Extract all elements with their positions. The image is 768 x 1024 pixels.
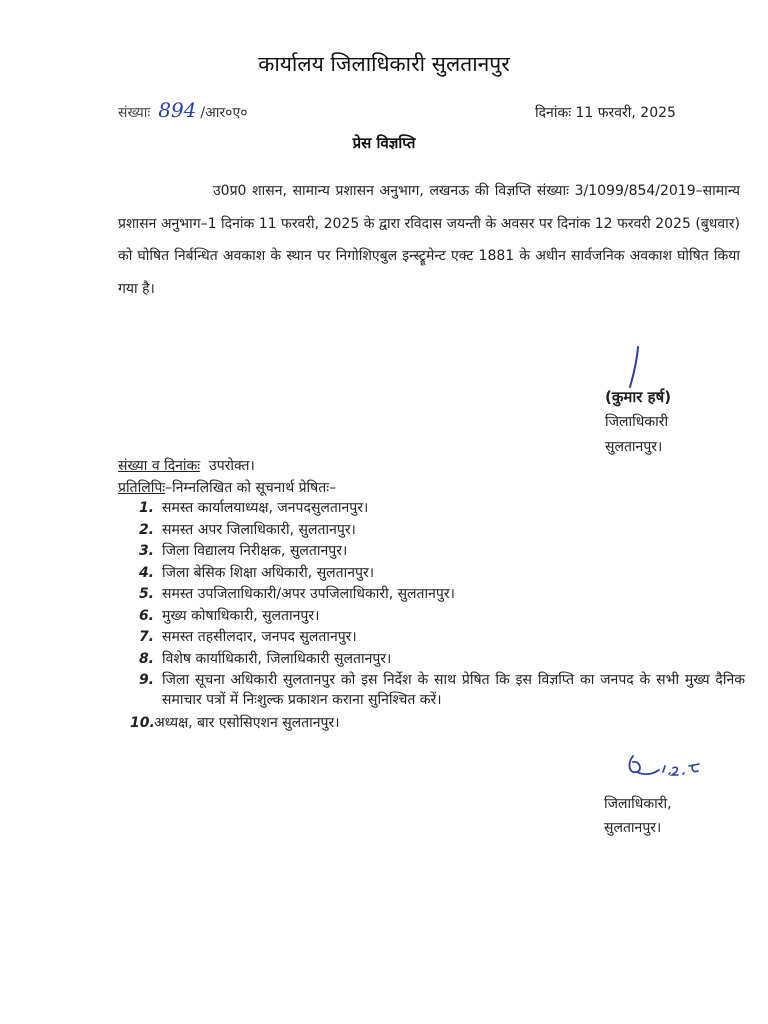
copy-ref-value: उपरोक्त। xyxy=(209,458,255,474)
list-item-number: 5. xyxy=(138,586,154,602)
list-item xyxy=(130,520,745,542)
list-item xyxy=(130,563,745,585)
press-release-heading: प्रेस विज्ञप्ति xyxy=(352,134,416,152)
reference-number xyxy=(118,98,247,122)
list-item xyxy=(130,498,745,520)
body-paragraph xyxy=(118,175,740,305)
signatory2-place: सुलतानपुर। xyxy=(604,820,662,836)
list-item-number: 8. xyxy=(138,650,154,667)
copy-reference xyxy=(118,456,255,475)
list-item xyxy=(130,670,745,713)
list-item xyxy=(130,606,745,628)
signatory-block-2 xyxy=(604,792,672,840)
list-item-text: समस्त उपजिलाधिकारी/अपर उपजिलाधिकारी, सुलतानपुर। xyxy=(162,586,455,602)
body-paragraph-text: उ0प्र0 शासन, सामान्य प्रशासन अनुभाग, लखनऊ की विज्ञप्ति संख्याः 3/1099/854/2019–सामान्य प्रशासन अनुभाग–1 दिनांक 11 फरवरी, 2025 के द्वारा रविदास जयन्ती के अवसर पर दिनांक 12 फरवरी 2025 (बुधवार) को घोषित निर्बन्धित अवकाश के स्थान पर निगोशिएबुल इन्स्ट्रूमेन्ट एक्ट 1881 के अधीन सार्वजनिक अवकाश घोषित किया गया है। xyxy=(118,183,740,297)
list-item xyxy=(130,584,745,606)
list-item-text: समस्त तहसीलदार, जनपद सुलतानपुर। xyxy=(162,629,357,645)
copy-label: प्रतिलिपिः xyxy=(118,480,166,496)
list-item-number: 9. xyxy=(138,672,154,688)
list-item xyxy=(130,627,745,649)
list-item-number: 7. xyxy=(138,629,154,645)
signatory-name: (कुमार हर्ष) xyxy=(605,388,672,406)
signature-stroke xyxy=(620,345,650,390)
list-item-number: 4. xyxy=(138,564,154,581)
signatory-designation: जिलाधिकारी xyxy=(605,414,669,430)
list-item-text: जिला विद्यालय निरीक्षक, सुलतानपुर। xyxy=(162,543,348,559)
list-item xyxy=(130,649,745,671)
signatory2-designation: जिलाधिकारी, xyxy=(604,796,672,812)
list-item-number: 2. xyxy=(138,521,154,538)
signatory-block-1 xyxy=(605,385,671,460)
handwritten-ref-number: 894 xyxy=(158,98,197,122)
list-item-number: 6. xyxy=(138,607,154,624)
list-item-text: मुख्य कोषाधिकारी, सुलतानपुर। xyxy=(162,607,320,624)
signatory-place: सुलतानपुर। xyxy=(605,439,663,455)
issue-date: दिनांकः 11 फरवरी, 2025 xyxy=(535,105,676,121)
ref-label: संख्याः xyxy=(118,105,151,121)
copy-ref-label: संख्या व दिनांकः xyxy=(118,458,201,474)
list-item-text: विशेष कार्याधिकारी, जिलाधिकारी सुलतानपुर। xyxy=(162,650,392,667)
copy-header xyxy=(118,478,336,497)
list-item-text: समस्त कार्यालयाध्यक्ष, जनपदसुलतानपुर। xyxy=(162,500,369,516)
list-item-text: जिला बेसिक शिक्षा अधिकारी, सुलतानपुर। xyxy=(162,564,375,581)
list-item xyxy=(130,713,745,735)
list-item-text: समस्त अपर जिलाधिकारी, सुलतानपुर। xyxy=(162,521,356,538)
list-item-number: 3. xyxy=(138,543,154,559)
list-item-number: 10. xyxy=(130,715,155,731)
handwritten-signature xyxy=(625,752,705,784)
list-item-text: अध्यक्ष, बार एसोसिएशन सुलतानपुर। xyxy=(154,715,340,731)
list-item-text: जिला सूचना अधिकारी सुलतानपुर को इस निर्देश के साथ प्रेषित कि इस विज्ञप्ति का जनपद के सभी मुख्य दैनिक समाचार पत्रों में निःशुल्क प्रकाशन कराना सुनिश्चित करें। xyxy=(162,672,745,708)
list-item xyxy=(130,541,745,563)
ref-suffix: /आर०ए० xyxy=(200,105,248,121)
list-item-number: 1. xyxy=(138,500,154,516)
copy-text: –निम्नलिखित को सूचनार्थ प्रेषितः– xyxy=(165,480,337,496)
office-title: कार्यालय जिलाधिकारी सुलतानपुर xyxy=(258,52,510,76)
distribution-list xyxy=(130,498,745,735)
